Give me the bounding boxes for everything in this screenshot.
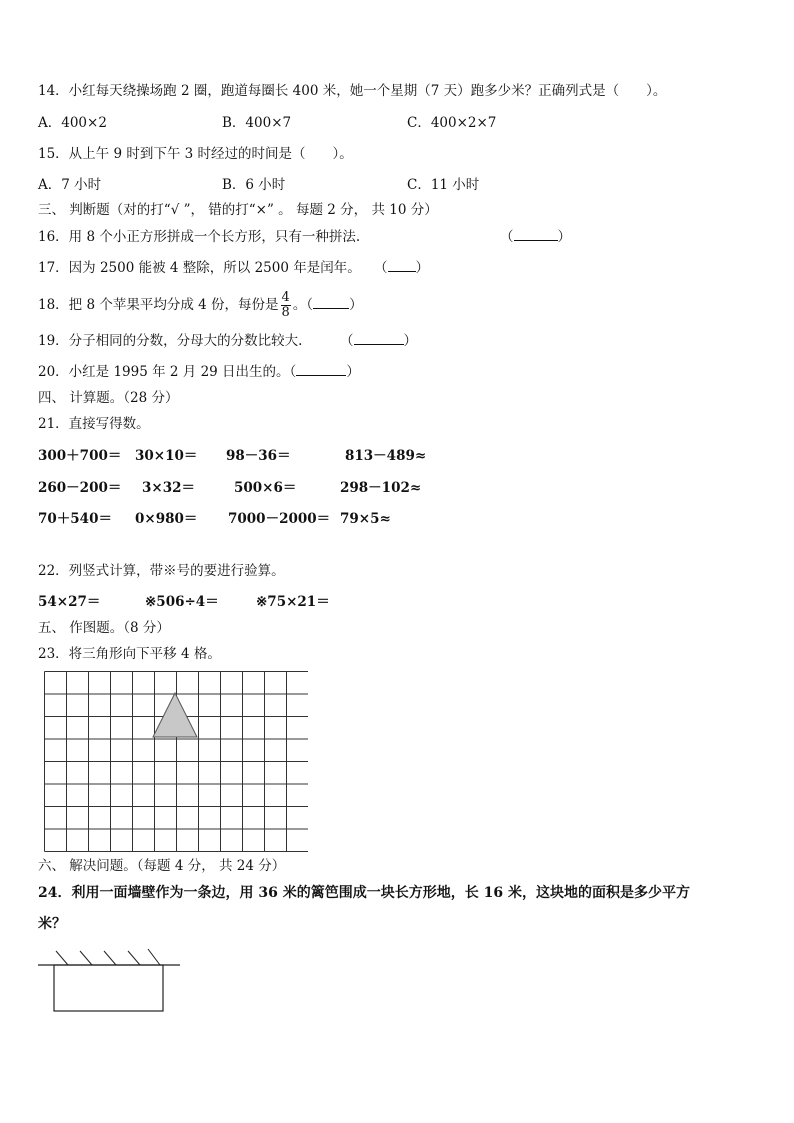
q19-answer-blank[interactable]: （ ）	[340, 333, 417, 349]
q24-wall-diagram	[36, 945, 186, 1017]
q22-item[interactable]: ※75×21＝	[256, 594, 330, 610]
q18-answer-blank[interactable]	[313, 296, 349, 309]
q16-stem: 16．用 8 个小正方形拼成一个长方形，只有一种拼法.	[38, 229, 361, 245]
q22-item[interactable]: 54×27＝	[38, 594, 101, 610]
q15-stem: 15．从上午 9 时到下午 3 时经过的时间是（ ）。	[38, 146, 353, 162]
wall-hatch	[128, 951, 140, 965]
q21-stem: 21．直接写得数。	[38, 416, 150, 432]
q23-grid[interactable]	[44, 671, 308, 854]
q22-stem: 22．列竖式计算，带※号的要进行验算。	[38, 563, 285, 579]
q15-option-c[interactable]: C．11 小时	[407, 177, 480, 193]
q18-close: ）	[349, 297, 363, 313]
q21-item[interactable]: 300＋700＝	[38, 448, 122, 464]
q21-item[interactable]: 30×10＝	[135, 448, 198, 464]
q24-line-2: 米？	[38, 916, 66, 932]
q18-denominator: 8	[281, 305, 290, 320]
section-6-heading: 六、 解决问题。（每题 4 分， 共 24 分）	[38, 858, 286, 874]
q15-option-b[interactable]: B．6 小时	[222, 177, 286, 193]
q19-stem: 19．分子相同的分数，分母大的分数比较大.	[38, 333, 303, 349]
fenced-rectangle	[54, 965, 163, 1011]
q16-answer-blank[interactable]: （ ）	[500, 229, 571, 245]
section-5-heading: 五、 作图题。（8 分）	[38, 620, 170, 636]
wall-hatch	[80, 951, 92, 965]
q14-stem: 14．小红每天绕操场跑 2 圈，跑道每圈长 400 米，她一个星期（7 天）跑多少米？正确列式是（ ）。	[38, 83, 667, 99]
q18-tail: 。（	[292, 297, 314, 313]
q14-option-a[interactable]: A．400×2	[38, 115, 107, 131]
q21-item[interactable]: 7000－2000＝	[228, 511, 331, 527]
q21-item[interactable]: 98－36＝	[226, 448, 291, 464]
q21-item[interactable]: 260－200＝	[38, 480, 122, 496]
q14-option-b[interactable]: B．400×7	[222, 115, 292, 131]
section-4-heading: 四、 计算题。（28 分）	[38, 390, 179, 406]
wall-hatch	[56, 951, 68, 965]
q21-item[interactable]: 79×5≈	[340, 511, 391, 527]
q21-item[interactable]: 0×980＝	[135, 511, 198, 527]
triangle-shape[interactable]	[153, 693, 197, 737]
q20-answer-blank[interactable]	[296, 363, 346, 376]
q18-numerator: 4	[281, 290, 290, 305]
q17-stem: 17．因为 2500 能被 4 整除，所以 2500 年是闰年。	[38, 260, 361, 276]
q22-item[interactable]: ※506÷4＝	[145, 594, 219, 610]
q21-item[interactable]: 500×6＝	[234, 480, 297, 496]
wall-hatch	[148, 949, 160, 965]
q20-line: 20．小红是 1995 年 2 月 29 日出生的。（ ）	[38, 364, 360, 380]
q21-item[interactable]: 813－489≈	[345, 448, 427, 464]
q18-fraction	[281, 291, 291, 320]
q18-stem: 18．把 8 个苹果平均分成 4 份，每份是	[38, 297, 279, 313]
q18-line	[38, 285, 363, 325]
q23-stem: 23．将三角形向下平移 4 格。	[38, 646, 221, 662]
q14-option-c[interactable]: C．400×2×7	[407, 115, 497, 131]
q21-item[interactable]: 298－102≈	[340, 480, 422, 496]
wall-hatch	[104, 951, 116, 965]
section-3-heading: 三、 判断题（对的打“√ ”， 错的打“×” 。 每题 2 分， 共 10 分）	[38, 202, 438, 218]
q21-item[interactable]: 70＋540＝	[38, 511, 112, 527]
q20-stem: 20．小红是 1995 年 2 月 29 日出生的。（	[38, 364, 297, 380]
q15-option-a[interactable]: A．7 小时	[38, 177, 102, 193]
q17-answer-blank[interactable]: （ ）	[374, 260, 429, 276]
q21-item[interactable]: 3×32＝	[142, 480, 195, 496]
q24-line-1: 24．利用一面墙壁作为一条边，用 36 米的篱笆围成一块长方形地，长 16 米，这块地的面积是多少平方	[38, 885, 690, 901]
